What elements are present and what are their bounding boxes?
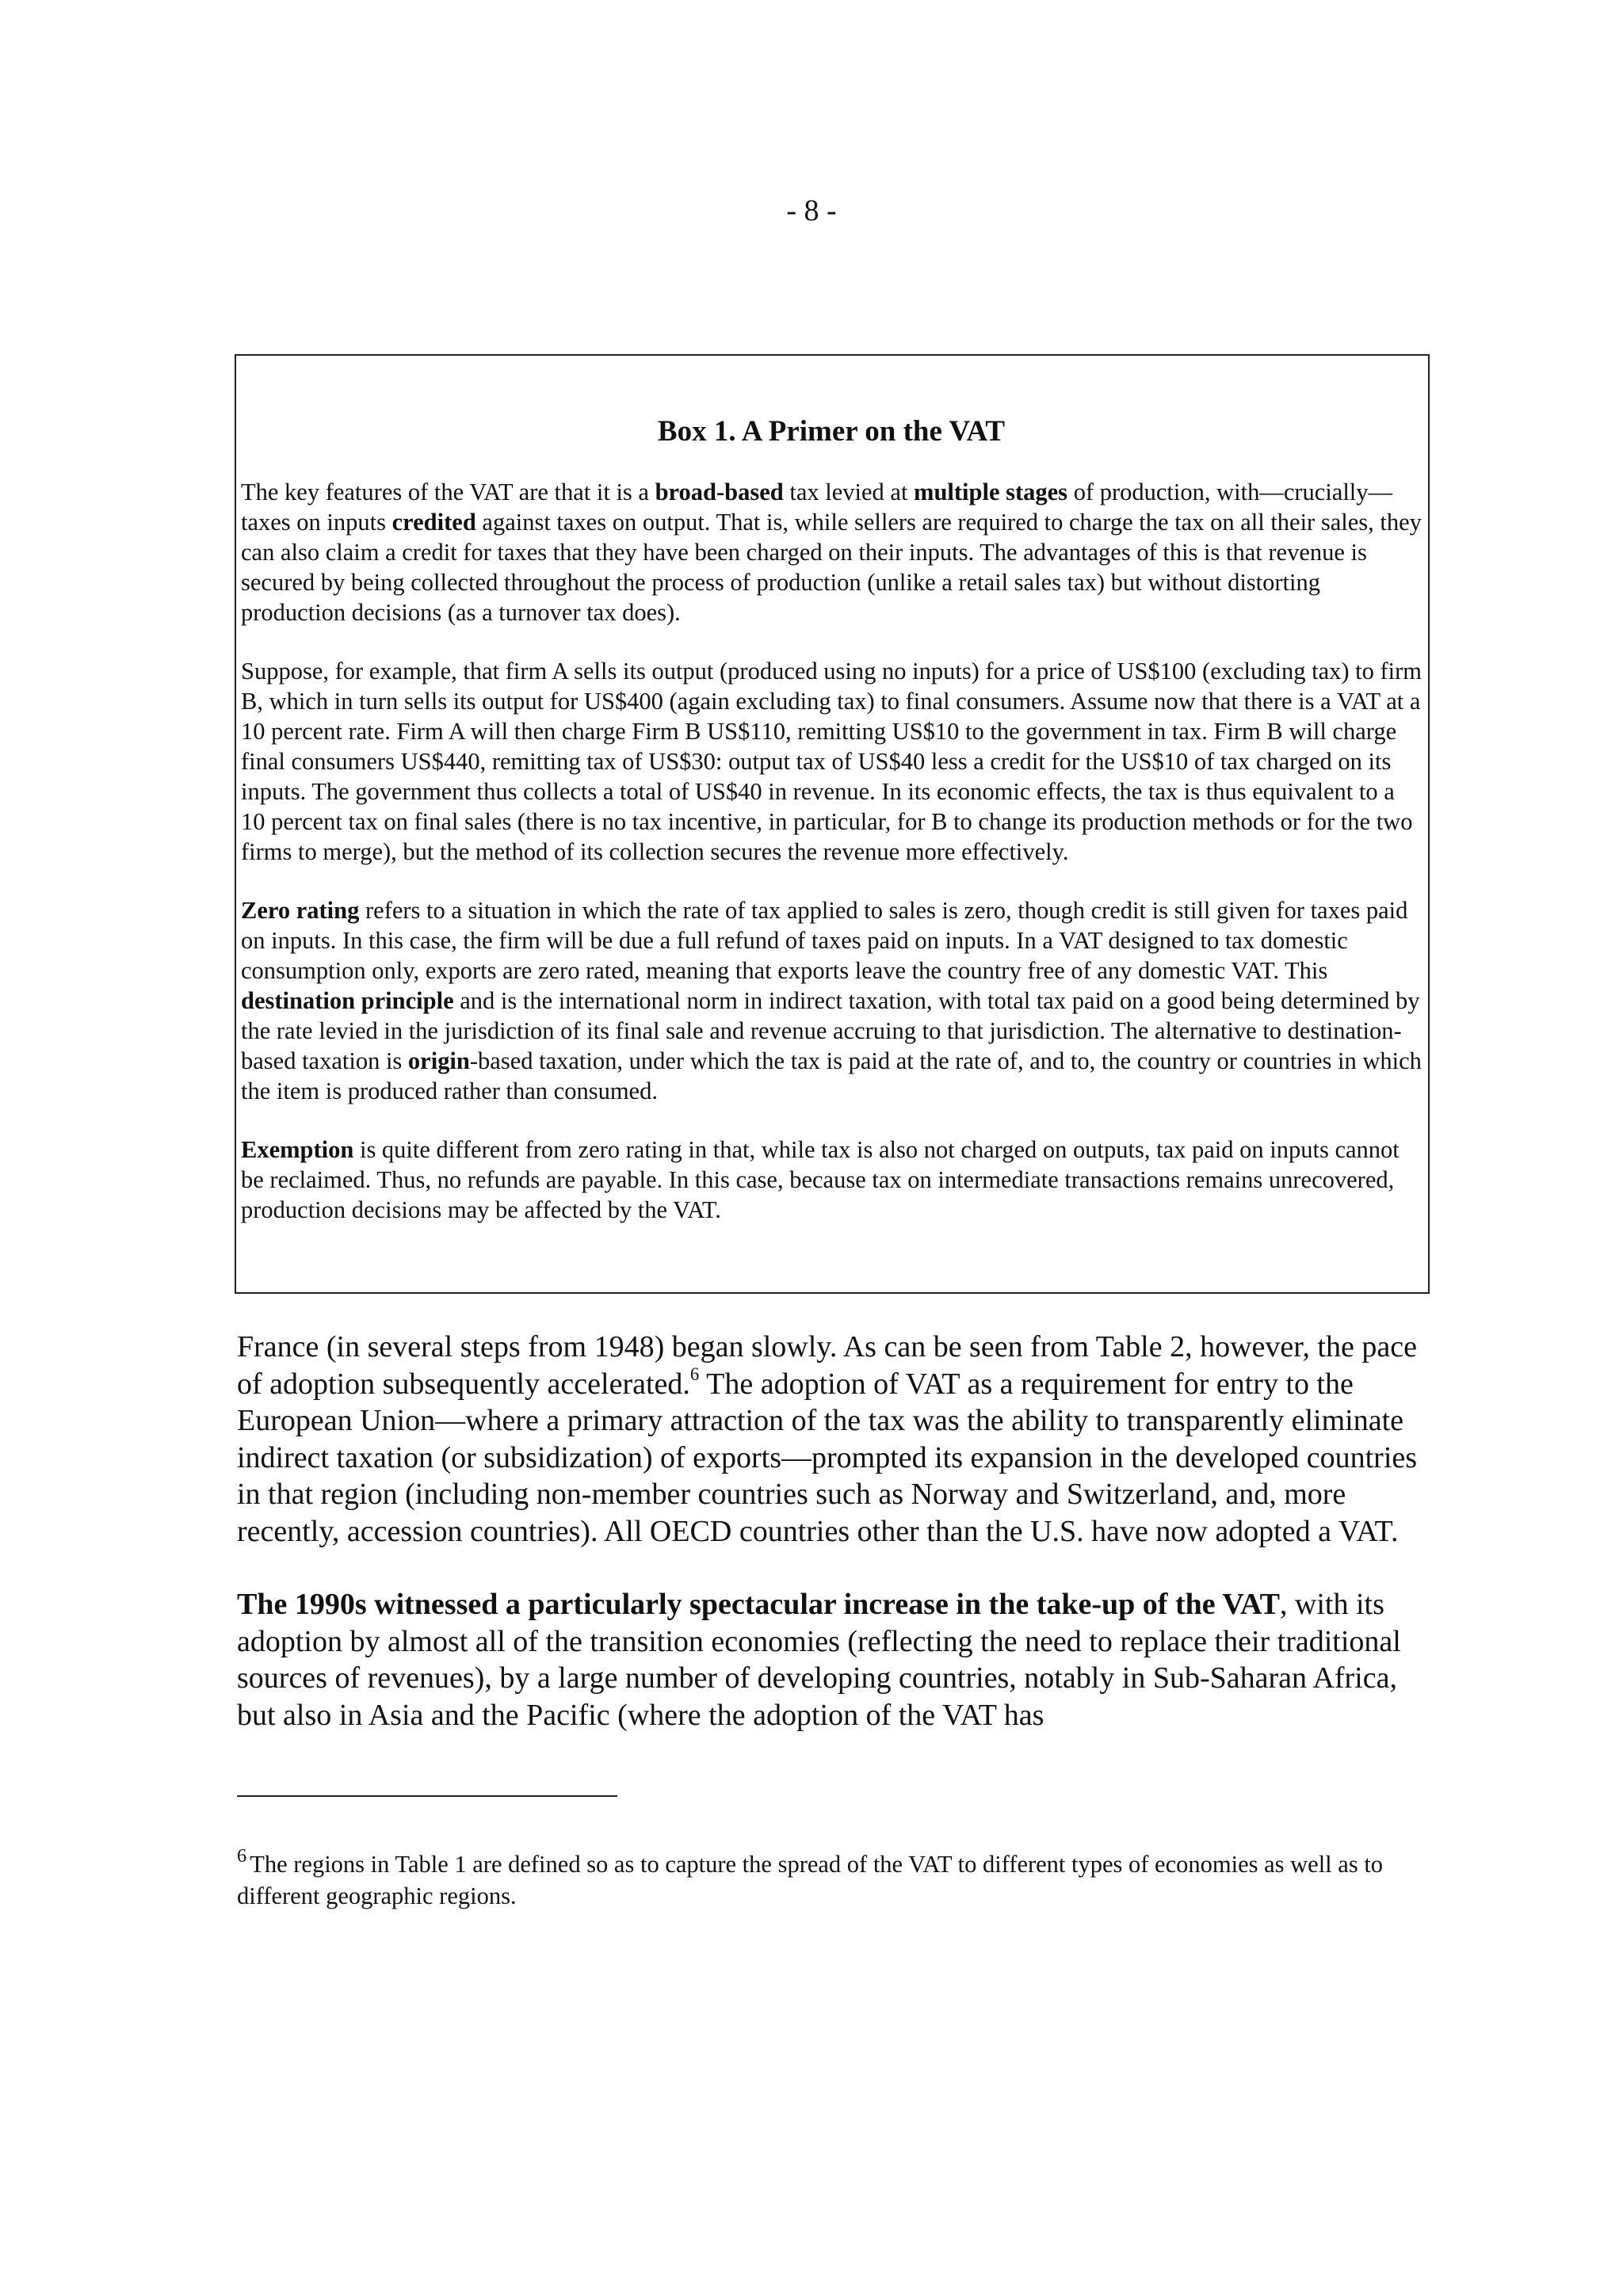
bold-term-zero-rating: Zero rating [241,897,360,924]
text-span: and is the international norm in indirect taxation, with total tax paid on a good being determined by the rate levied in the jurisdiction of its final sale and revenue accruing to that jurisdiction. The alternative to destination-based taxation is [241,987,1420,1074]
text-span: , with its adoption by almost all of the transition economies (reflecting the need to replace their traditional sources of revenues), by a large number of developing countries, notably in Sub-Saharan Africa, but also in Asia and the Pacific (where the adoption of the VAT has [237,1588,1401,1732]
footnote [237,1844,1426,1912]
text-span: The adoption of VAT as a requirement for entry to the European Union—where a primary attraction of the tax was the ability to transparently eliminate indirect taxation (or subsidization) of exports—prompted its expansion in the developed countries in that region (including non-member countries such as Norway and Switzerland, and, more recently, accession countries). All OECD countries other than the U.S. have now adopted a VAT. [237,1367,1418,1548]
text-span: -based taxation, under which the tax is paid at the rate of, and to, the country or countries in which the item is produced rather than consumed. [241,1047,1422,1104]
box-paragraph-key-features [241,477,1422,627]
text-span: is quite different from zero rating in that, while tax is also not charged on outputs, tax paid on inputs cannot be reclaimed. Thus, no refunds are payable. In this case, because tax on intermediate transactions remains unrecovered, production decisions may be affected by the VAT. [241,1136,1400,1223]
box-title: Box 1. A Primer on the VAT [657,415,1006,448]
bold-term-exemption: Exemption [241,1136,354,1163]
primer-box [235,354,1430,1294]
text-span: France (in several steps from 1948) began slowly. As can be seen from Table 2, however, the pace of adoption subsequently accelerated. [237,1330,1417,1401]
text-span: refers to a situation in which the rate of tax applied to sales is zero, though credit is still given for taxes paid on inputs. In this case, the firm will be due a full refund of taxes paid on inputs. In a VAT designed to tax domestic consumption only, exports are zero rated, meaning that exports leave the country free of any domestic VAT. This [241,897,1408,984]
page-number: - 8 - [786,194,837,227]
bold-term-multiple-stages: multiple stages [914,479,1068,505]
bold-term-origin: origin [407,1047,470,1074]
bold-term-broad-based: broad-based [655,479,784,505]
footnote-divider [237,1795,617,1797]
text-span: The key features of the VAT are that it is a [241,479,655,505]
text-span: tax levied at [783,479,915,505]
box-paragraph-zero-rating [241,895,1422,1106]
text-span: of production, with—crucially—taxes on inputs [241,479,1393,536]
bold-lead-sentence: The 1990s witnessed a particularly spectacular increase in the take-up of the VAT [237,1588,1280,1621]
footnote-text: The regions in Table 1 are defined so as to capture the spread of the VAT to different types of economies as well as to different geographic regions. [237,1851,1384,1909]
bold-term-credited: credited [391,509,476,536]
body-paragraph-1990s [237,1586,1434,1733]
main-text [237,1329,1434,1770]
body-paragraph-adoption [237,1329,1434,1550]
text-span: against taxes on output. That is, while sellers are required to charge the tax on all their sales, they can also claim a credit for taxes that they have been charged on their inputs. The advantages of this is that revenue is secured by being collected throughout the process of production (unlike a retail sales tax) but without distorting production decisions (as a turnover tax does). [241,509,1422,626]
footnote-reference[interactable]: 6 [689,1363,700,1384]
footnote-number: 6 [237,1844,247,1867]
box-paragraph-example: Suppose, for example, that firm A sells its output (produced using no inputs) for a price of US$100 (excluding tax) to firm B, which in turn sells its output for US$400 (again excluding tax) to final consumers. Assume now that there is a VAT at a 10 percent rate. Firm A will then charge Firm B US$110, remitting US$10 to the government in tax. Firm B will charge final consumers US$440, remitting tax of US$30: output tax of US$40 less a credit for the US$10 of tax charged on its inputs. The government thus collects a total of US$40 in revenue. In its economic effects, the tax is thus equivalent to a 10 percent tax on final sales (there is no tax incentive, in particular, for B to change its production methods or for the two firms to merge), but the method of its collection secures the revenue more effectively. [241,658,1423,865]
box-paragraph-exemption [241,1135,1422,1225]
bold-term-destination-principle: destination principle [241,987,454,1014]
